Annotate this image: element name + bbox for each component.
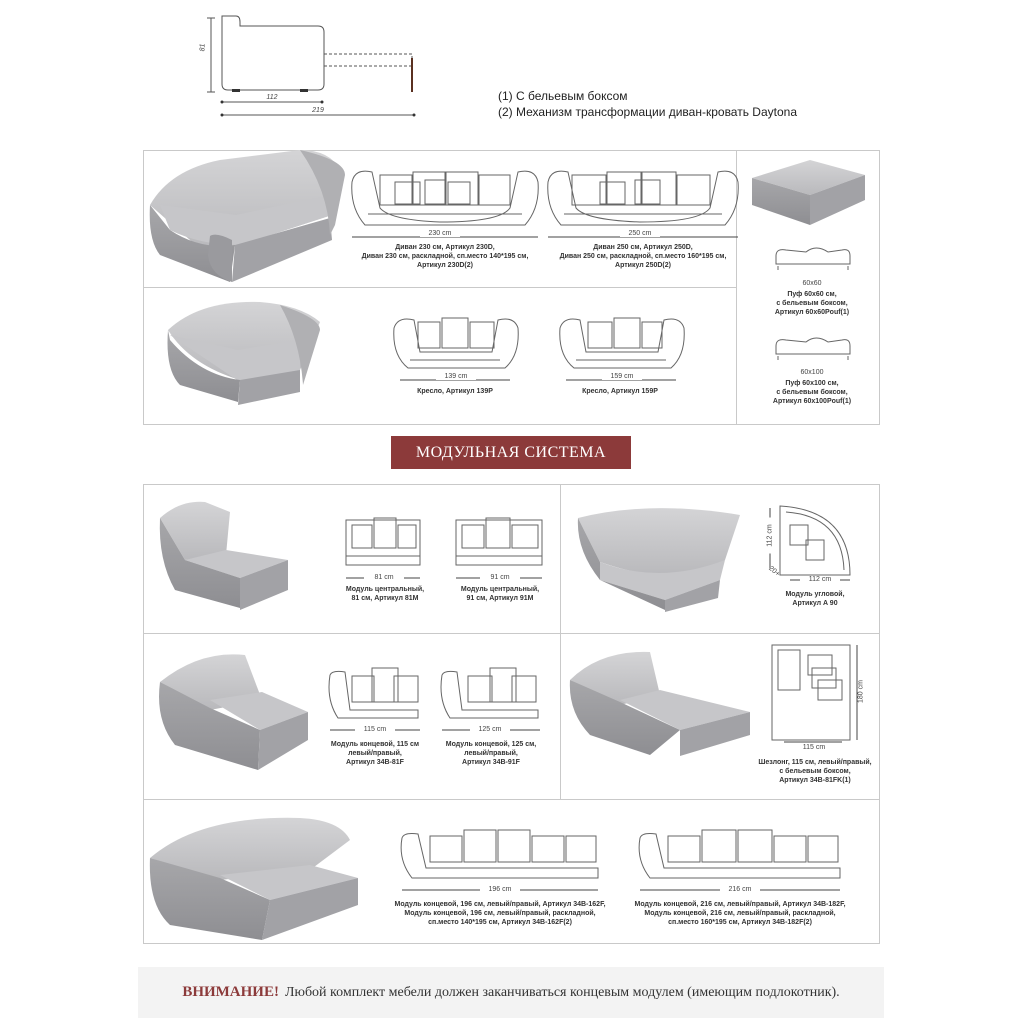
end-module-drawings <box>329 668 538 718</box>
module-81-dimension: 81 cm <box>364 574 404 581</box>
end-125-caption: Модуль концевой, 125 см, левый/правый, Артикул 34B-91F <box>445 741 537 766</box>
note-mechanism: (2) Механизм трансформации диван-кровать Daytona <box>498 105 797 119</box>
height-dimension: 81 <box>199 43 207 52</box>
armchair-159-caption: Кресло, Артикул 159P <box>582 388 658 395</box>
warning-label: ВНИМАНИЕ! <box>182 984 279 1000</box>
warning-box <box>138 967 884 1018</box>
sofa-230-drawing <box>352 171 538 225</box>
warning-text: Любой комплект мебели должен заканчиваться концевым модулем (имеющим подлокотник). <box>284 984 840 1000</box>
module-81-caption: Модуль центральный, 81 см, Артикул 81M <box>345 586 425 602</box>
central-module-render <box>160 502 288 610</box>
corner-caption: Модуль угловой, Артикул A 90 <box>785 591 845 607</box>
pouf-render <box>752 160 865 225</box>
chaise-drawing <box>772 645 850 740</box>
armchair-139-drawing <box>394 318 518 368</box>
corner-height-dimension: 112 cm <box>767 518 774 554</box>
chaise-width-dimension: 115 cm <box>794 744 834 751</box>
armchair-139-caption: Кресло, Артикул 139P <box>417 388 493 395</box>
armchair-render <box>168 302 321 405</box>
sofa-230-dimension: 230 cm <box>420 230 460 237</box>
pouf-60-caption: Пуф 60x60 см, с бельевым боксом, Артикул 60x60Pouf(1) <box>774 291 850 316</box>
corner-module-drawing <box>780 506 850 575</box>
pouf-100-caption: Пуф 60x100 см, с бельевым боксом, Артикул 60x100Pouf(1) <box>772 380 852 405</box>
sofa-250-drawing <box>548 171 738 225</box>
end-196-caption: Модуль концевой, 196 см, левый/правый, Артикул 34B-162F, Модуль концевой, 196 см, левый/правый, раскладной, сп.место 140*195 см, Артикул 34B-162F(2) <box>394 901 606 926</box>
corner-module-render <box>578 508 740 612</box>
armchair-159-drawing <box>560 318 684 368</box>
end-115-dimension: 115 cm <box>355 726 395 733</box>
sofa-250-dimension: 250 cm <box>620 230 660 237</box>
central-module-drawings <box>346 518 542 565</box>
chaise-caption: Шезлонг, 115 см, левый/правый, с бельевым боксом, Артикул 34B-81FK(1) <box>758 759 872 784</box>
end-module-render <box>159 654 308 770</box>
modular-system-banner: МОДУЛЬНАЯ СИСТЕМА <box>391 436 631 469</box>
end-196-dimension: 196 cm <box>480 886 520 893</box>
chaise-render <box>570 652 750 756</box>
pouf-60-dimension: 60x60 <box>802 280 822 287</box>
sofa-render <box>150 150 345 282</box>
module-91-dimension: 91 cm <box>480 574 520 581</box>
end-115-caption: Модуль концевой, 115 см левый/правый, Артикул 34B-81F <box>330 741 420 766</box>
corner-diagonal-dimension: 20+ <box>767 565 781 578</box>
corner-width-dimension: 112 cm <box>800 576 840 583</box>
chaise-height-dimension: 180 cm <box>858 677 865 707</box>
sofa-250-caption: Диван 250 см, Артикул 250D, Диван 250 см, раскладной, сп.место 160*195 см, Артикул 250D(2) <box>559 244 727 269</box>
end-216-caption: Модуль концевой, 216 см, левый/правый, Артикул 34B-182F, Модуль концевой, 216 см, левый/правый, раскладной, сп.место 160*195 см, Артикул 34B-182F(2) <box>634 901 846 926</box>
module-91-caption: Модуль центральный, 91 см, Артикул 91M <box>460 586 540 602</box>
armchair-159-dimension: 159 cm <box>602 373 642 380</box>
end-216-dimension: 216 cm <box>720 886 760 893</box>
end-125-dimension: 125 cm <box>470 726 510 733</box>
sofa-230-caption: Диван 230 см, Артикул 230D, Диван 230 см, раскладной, сп.место 140*195 см, Артикул 230D(2) <box>361 244 529 269</box>
long-end-module-drawings <box>401 830 840 878</box>
armchair-139-dimension: 139 cm <box>436 373 476 380</box>
long-end-module-render <box>150 818 358 940</box>
pouf-100-dimension: 60x100 <box>800 369 824 376</box>
length-dimension: 219 <box>308 107 328 114</box>
depth-dimension: 112 <box>262 94 282 101</box>
note-linen-box: (1) С бельевым боксом <box>498 89 628 103</box>
